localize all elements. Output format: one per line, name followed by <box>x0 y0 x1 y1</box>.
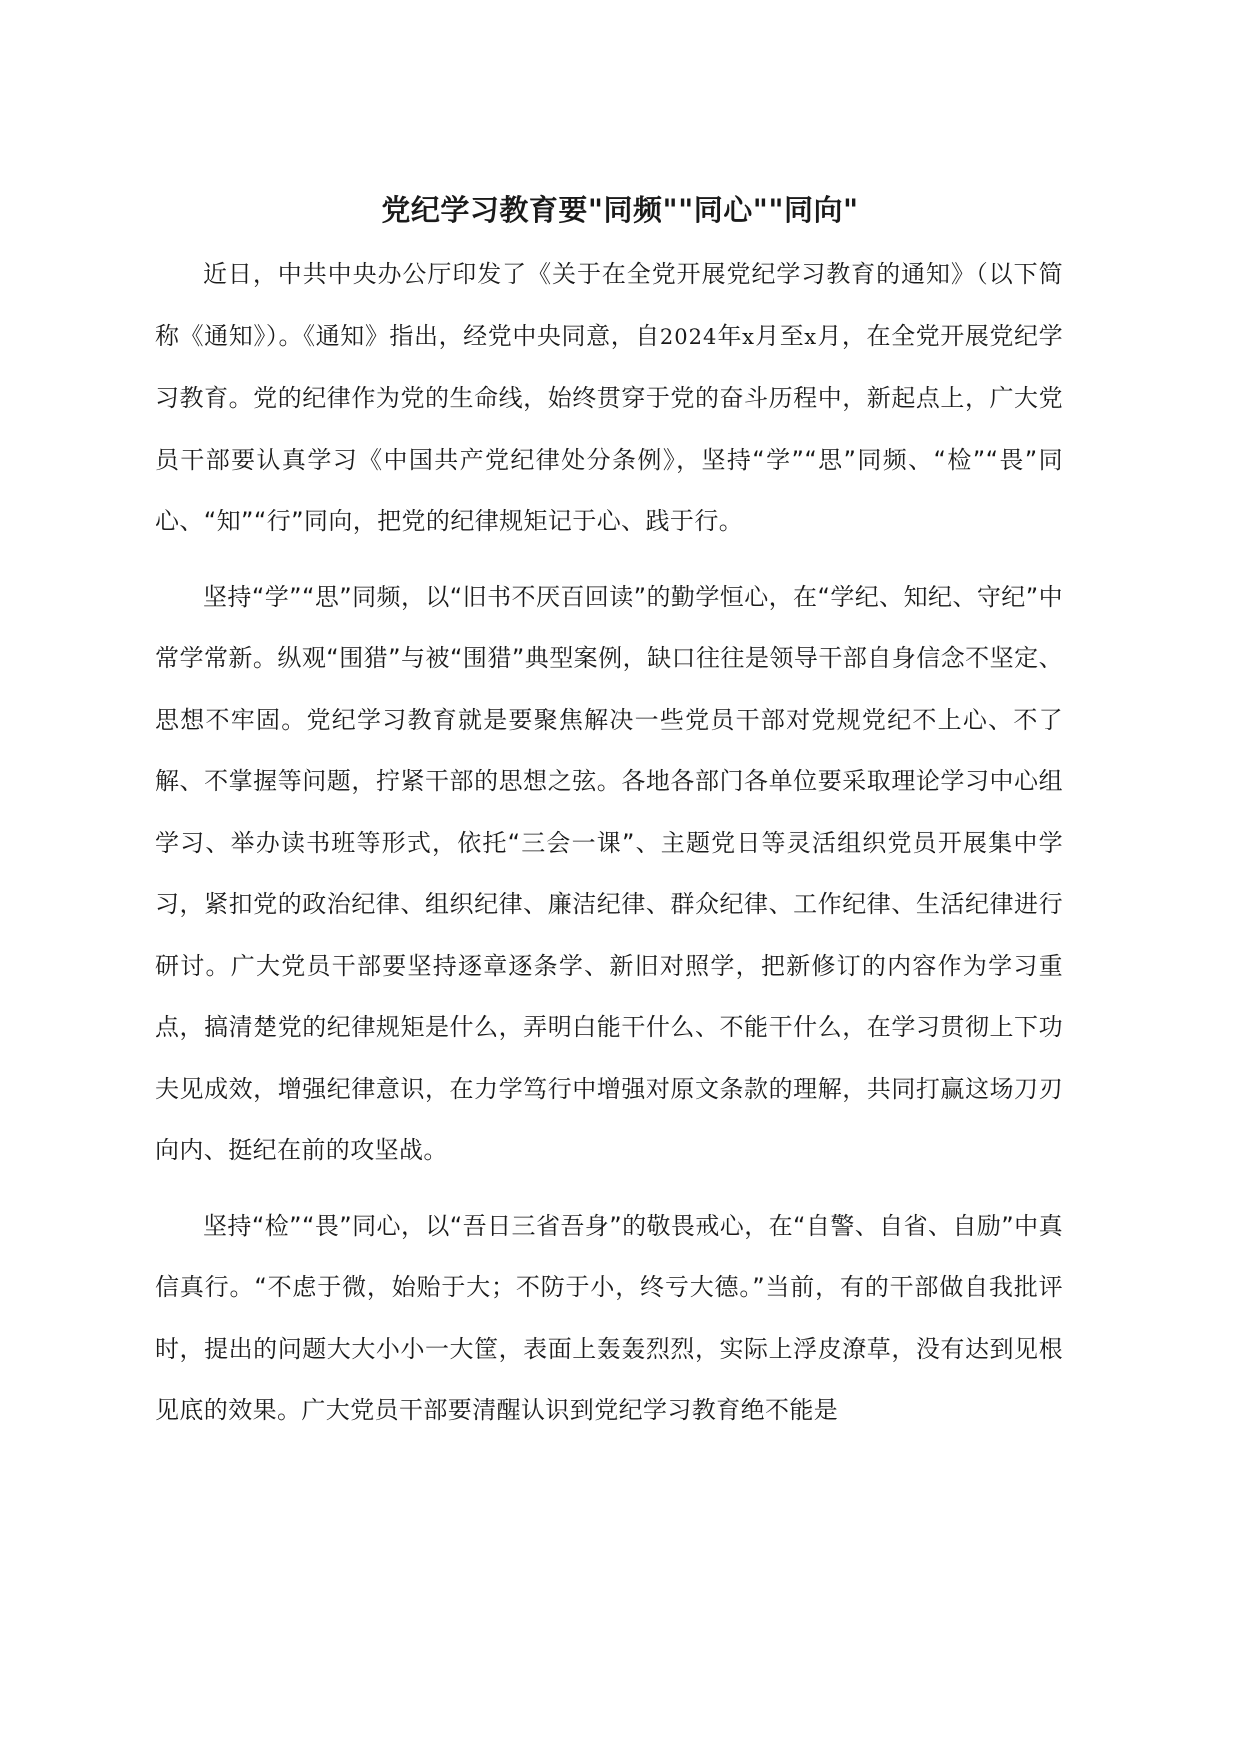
paragraph-intro-text-1: 近日，中共中央办公厅印发了《关于在全党开展党纪学习教育的通知》（以下简称《通知》）。《通知》指出，经党中央同意，自 <box>155 260 1063 350</box>
paragraph-intro <box>155 244 1063 553</box>
document-body <box>155 244 1063 1456</box>
month-start-placeholder: x <box>742 324 755 349</box>
paragraph-intro-text-3: 月至 <box>754 321 805 350</box>
paragraph-intro-text-4: 月，在全党开展党纪学习教育。党的纪律作为党的生命线，始终贯穿于党的奋斗历程中，新起点上，广大党员干部要认真学习《中国共产党纪律处分条例》，坚持“学”“思”同频、“检”“畏”同心、“知”“行”同向，把党的纪律规矩记于心、践于行。 <box>155 321 1063 535</box>
year-number: 2024 <box>659 324 718 349</box>
month-end-placeholder: x <box>804 324 818 349</box>
paragraph-study: 坚持“学”“思”同频，以“旧书不厌百回读”的勤学恒心，在“学纪、知纪、守纪”中常学常新。纵观“围猎”与被“围猎”典型案例，缺口往往是领导干部自身信念不坚定、思想不牢固。党纪学习教育就是要聚焦解决一些党员干部对党规党纪不上心、不了解、不掌握等问题，拧紧干部的思想之弦。各地各部门各单位要采取理论学习中心组学习、举办读书班等形式，依托“三会一课”、主题党日等灵活组织党员开展集中学习，紧扣党的政治纪律、组织纪律、廉洁纪律、群众纪律、工作纪律、生活纪律进行研讨。广大党员干部要坚持逐章逐条学、新旧对照学，把新修订的内容作为学习重点，搞清楚党的纪律规矩是什么，弄明白能干什么、不能干什么，在学习贯彻上下功夫见成效，增强纪律意识，在力学笃行中增强对原文条款的理解，共同打赢这场刀刃向内、挺纪在前的攻坚战。 <box>155 582 1063 1164</box>
paragraph-intro-text-2: 年 <box>717 321 743 350</box>
page-title: 党纪学习教育要"同频""同心""同向" <box>381 193 859 227</box>
paragraph-reflection: 坚持“检”“畏”同心，以“吾日三省吾身”的敬畏戒心，在“自警、自省、自励”中真信真行。“不虑于微，始贻于大；不防于小，终亏大德。”当前，有的干部做自我批评时，提出的问题大大小小一大筐，表面上轰轰烈烈，实际上浮皮潦草，没有达到见根见底的效果。广大党员干部要清醒认识到党纪学习教育绝不能是 <box>155 1211 1063 1424</box>
